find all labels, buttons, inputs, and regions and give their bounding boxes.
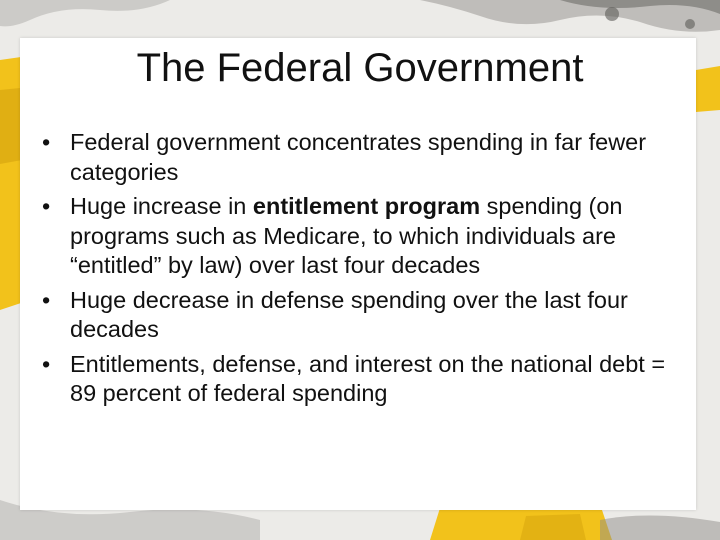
bullet-marker: • xyxy=(42,350,51,377)
bullet-text: Huge decrease in defense spending over the last four decades xyxy=(70,286,628,342)
bullet-list xyxy=(40,128,690,414)
bullet-text: Entitlements, defense, and interest on the national debt = 89 percent of federal spending xyxy=(70,350,666,406)
bullet-item xyxy=(40,286,690,345)
bullet-text-pre: Huge increase in xyxy=(70,193,253,219)
bullet-marker: • xyxy=(42,129,51,155)
bullet-text-bold: entitlement program xyxy=(252,193,481,219)
slide-title: The Federal Government xyxy=(136,46,584,90)
bullet-marker: • xyxy=(42,193,51,219)
bullet-text-post: spending (on programs such as Medicare, to which individuals are “entitled” by law) over last four decades xyxy=(70,193,623,278)
bullet-marker: • xyxy=(42,286,51,313)
bullet-item xyxy=(40,350,690,409)
bullet-text: Federal government concentrates spending in far fewer categories xyxy=(70,129,647,185)
bullet-item xyxy=(40,128,690,187)
bullet-item xyxy=(40,192,690,281)
